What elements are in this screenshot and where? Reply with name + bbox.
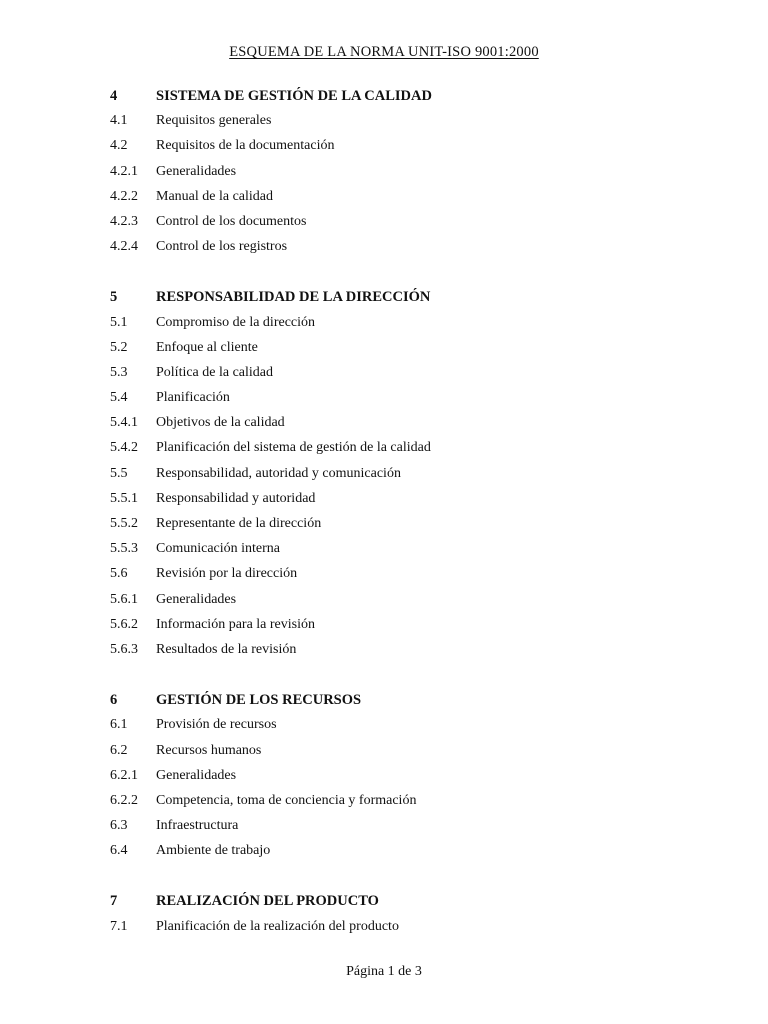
item-number: 6.4	[110, 843, 128, 859]
outline	[110, 88, 710, 944]
item-text: Política de la calidad	[156, 364, 274, 380]
item-number: 5.4	[110, 390, 128, 406]
item-text: Ambiente de trabajo	[156, 843, 271, 859]
item-number: 5.6.2	[110, 616, 138, 632]
outline-item	[110, 365, 710, 390]
outline-item	[110, 466, 710, 491]
outline-item	[110, 592, 710, 617]
item-number: 5.5.2	[110, 516, 138, 531]
outline-item	[110, 818, 710, 843]
item-text: Control de los documentos	[156, 213, 307, 229]
outline-item	[110, 390, 710, 415]
section-heading	[110, 289, 710, 314]
item-text: Generalidades	[156, 767, 237, 783]
outline-item	[110, 315, 710, 340]
page-number-footer: Página 1 de 3	[346, 964, 422, 979]
section-5	[110, 289, 710, 667]
item-text: Generalidades	[156, 591, 237, 607]
item-text: Planificación del sistema de gestión de la calidad	[156, 440, 431, 456]
outline-item	[110, 743, 710, 768]
item-number: 5.5	[110, 465, 128, 481]
outline-item	[110, 717, 710, 742]
section-4	[110, 88, 710, 264]
item-text: Responsabilidad y autoridad	[156, 490, 316, 506]
item-number: 4.2.1	[110, 163, 138, 179]
item-number: 5.4.2	[110, 440, 138, 456]
outline-item	[110, 617, 710, 642]
item-text: Control de los registros	[156, 239, 288, 255]
item-number: 5.6	[110, 566, 128, 582]
outline-item	[110, 793, 710, 818]
outline-item	[110, 239, 710, 264]
section-number: 5	[110, 289, 118, 306]
outline-item	[110, 138, 710, 163]
item-number: 6.2.2	[110, 792, 138, 808]
item-number: 4.2.3	[110, 213, 138, 229]
item-text: Requisitos de la documentación	[156, 138, 335, 154]
item-number: 5.2	[110, 339, 128, 355]
item-text: Comunicación interna	[156, 541, 281, 557]
section-6	[110, 692, 710, 868]
outline-item	[110, 415, 710, 440]
outline-item	[110, 566, 710, 591]
outline-item	[110, 164, 710, 189]
outline-item	[110, 642, 710, 667]
item-number: 5.1	[110, 314, 128, 330]
item-text: Requisitos generales	[156, 113, 272, 129]
section-title: GESTIÓN DE LOS RECURSOS	[156, 692, 362, 709]
outline-item	[110, 541, 710, 566]
item-number: 6.3	[110, 818, 128, 834]
item-number: 4.2.4	[110, 239, 138, 255]
item-number: 6.2.1	[110, 767, 138, 783]
item-text: Planificación de la realización del producto	[156, 918, 399, 934]
item-text: Objetivos de la calidad	[156, 415, 285, 431]
section-title: RESPONSABILIDAD DE LA DIRECCIÓN	[156, 289, 431, 306]
item-text: Recursos humanos	[156, 742, 262, 758]
section-title: REALIZACIÓN DEL PRODUCTO	[156, 893, 379, 910]
outline-item	[110, 516, 710, 541]
item-text: Infraestructura	[156, 818, 239, 834]
item-text: Competencia, toma de conciencia y formación	[156, 792, 417, 808]
item-number: 6.1	[110, 717, 128, 733]
item-number: 5.5.1	[110, 490, 138, 506]
outline-item	[110, 440, 710, 465]
item-number: 5.6.1	[110, 591, 138, 607]
item-text: Responsabilidad, autoridad y comunicación	[156, 465, 401, 481]
item-text: Provisión de recursos	[156, 717, 277, 733]
section-number: 4	[110, 88, 118, 104]
section-7	[110, 893, 710, 943]
section-number: 6	[110, 692, 118, 709]
item-number: 5.6.3	[110, 641, 138, 657]
section-title: SISTEMA DE GESTIÓN DE LA CALIDAD	[156, 88, 432, 104]
outline-item	[110, 214, 710, 239]
item-text: Enfoque al cliente	[156, 339, 258, 355]
section-number: 7	[110, 893, 118, 910]
item-number: 4.1	[110, 113, 128, 129]
item-text: Manual de la calidad	[156, 188, 274, 204]
item-text: Información para la revisión	[156, 616, 315, 632]
document-title: ESQUEMA DE LA NORMA UNIT-ISO 9001:2000	[229, 44, 539, 60]
item-number: 4.2.2	[110, 188, 138, 204]
item-number: 4.2	[110, 138, 128, 154]
section-heading	[110, 893, 710, 918]
item-number: 5.3	[110, 364, 128, 380]
outline-item	[110, 189, 710, 214]
item-text: Compromiso de la dirección	[156, 314, 316, 330]
item-number: 5.4.1	[110, 415, 138, 431]
item-number: 5.5.3	[110, 541, 138, 557]
outline-item	[110, 340, 710, 365]
section-heading	[110, 692, 710, 717]
item-text: Representante de la dirección	[156, 516, 322, 531]
outline-item	[110, 113, 710, 138]
outline-item	[110, 491, 710, 516]
section-heading	[110, 88, 710, 113]
item-number: 6.2	[110, 742, 128, 758]
item-text: Generalidades	[156, 163, 237, 179]
item-text: Resultados de la revisión	[156, 641, 297, 657]
outline-item	[110, 768, 710, 793]
item-text: Planificación	[156, 390, 230, 406]
outline-item	[110, 843, 710, 868]
item-text: Revisión por la dirección	[156, 566, 298, 582]
outline-item	[110, 919, 710, 944]
item-number: 7.1	[110, 918, 128, 934]
